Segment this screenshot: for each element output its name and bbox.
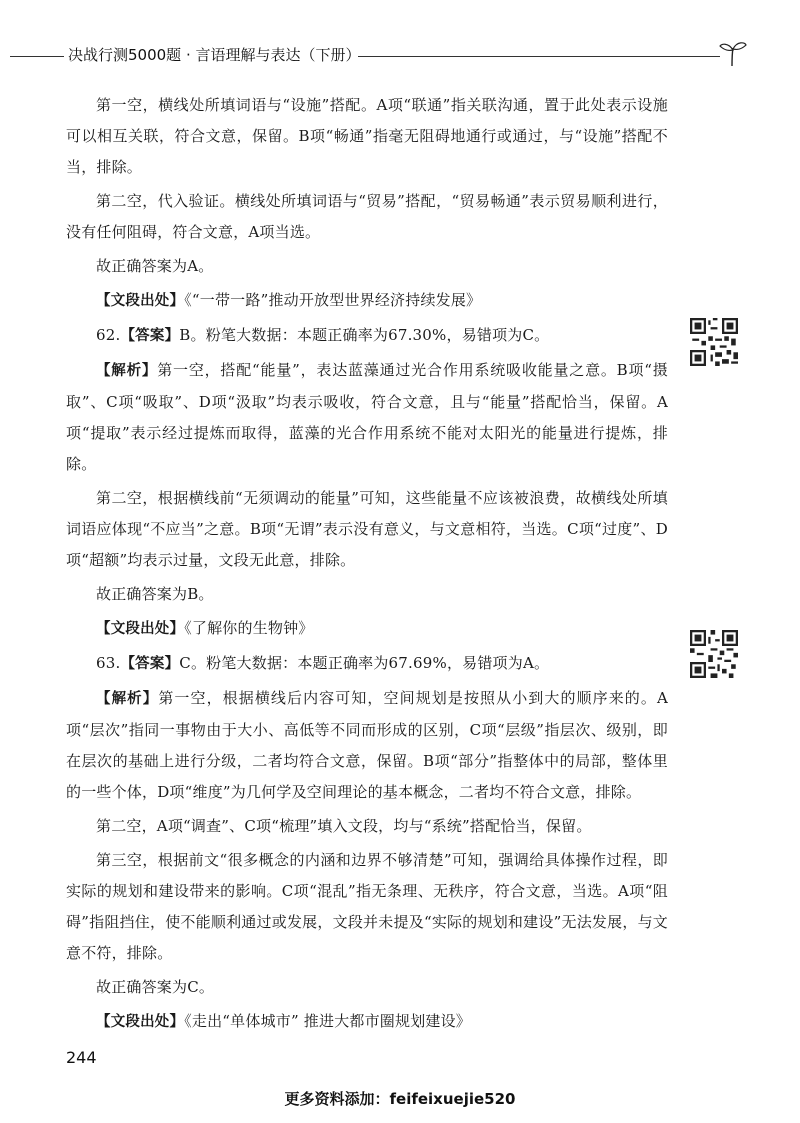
sprout-icon: [718, 40, 748, 68]
analysis-paragraph: 【解析】第一空，根据横线后内容可知，空间规划是按照从小到大的顺序来的。A项“层次”指同一事物由于大小、高低等不同而形成的区别，C项“层级”指层次、级别，即在层次的基础上进行分级，二者均符合文意，保留。B项“部分”指整体中的局部，整体里的一些个体，D项“维度”为几何学及空间理论的基本概念，二者均不符合文意，排除。: [66, 689, 668, 801]
analysis-paragraph: 第二空，根据横线前“无须调动的能量”可知，这些能量不应该被浪费，故横线处所填词语应体现“不应当”之意。B项“无谓”表示没有意义，与文意相符，当选。C项“过度”、D项“超额”均表示过量，文段无此意，排除。: [66, 489, 668, 569]
header-title: 决战行测5000题 · 言语理解与表达（下册）: [68, 46, 361, 64]
answer-conclusion: 故正确答案为A。: [96, 257, 214, 275]
analysis-paragraph: 第一空，横线处所填词语与“设施”搭配。A项“联通”指关联沟通，置于此处表示设施可以相互关联，符合文意，保留。B项“畅通”指毫无阻碍地通行或通过，与“设施”搭配不当，排除。: [66, 96, 668, 176]
source-line: 【文段出处】《了解你的生物钟》: [96, 619, 314, 637]
analysis-paragraph: 第三空，根据前文“很多概念的内涵和边界不够清楚”可知，强调给具体操作过程，即实际的规划和建设带来的影响。C项“混乱”指无条理、无秩序，符合文意，当选。A项“阻碍”指阻挡住，使不能顺利通过或发展，文段并未提及“实际的规划和建设”无法发展，与文意不符，排除。: [66, 851, 668, 962]
analysis-paragraph: 第二空，A项“调查”、C项“梳理”填入文段，均与“系统”搭配恰当，保留。: [96, 817, 592, 835]
answer-line-62: 62.【答案】B。粉笔大数据：本题正确率为67.30%，易错项为C。: [96, 326, 550, 344]
answer-conclusion: 故正确答案为B。: [96, 585, 214, 603]
answer-line-63: 63.【答案】C。粉笔大数据：本题正确率为67.69%，易错项为A。: [96, 654, 550, 672]
header-rule-right: [358, 56, 720, 57]
qr-code-icon[interactable]: [690, 318, 738, 366]
answer-conclusion: 故正确答案为C。: [96, 978, 215, 996]
page-number: 244: [66, 1048, 97, 1067]
header-rule-left: [10, 56, 64, 57]
source-line: 【文段出处】《“一带一路”推动开放型世界经济持续发展》: [96, 291, 482, 309]
running-header: [0, 40, 800, 70]
page-body: [66, 90, 668, 1041]
source-line: 【文段出处】《走出“单体城市” 推进大都市圈规划建设》: [96, 1012, 472, 1030]
analysis-paragraph: 第二空，代入验证。横线处所填词语与“贸易”搭配，“贸易畅通”表示贸易顺利进行，没有任何阻碍，符合文意，A项当选。: [66, 192, 668, 241]
analysis-paragraph: 【解析】第一空，搭配“能量”，表达蓝藻通过光合作用系统吸收能量之意。B项“摄取”、C项“吸取”、D项“汲取”均表示吸收，符合文意，且与“能量”搭配恰当，保留。A项“提取”表示经过提炼而取得，蓝藻的光合作用系统不能对太阳光的能量进行提炼，排除。: [66, 361, 668, 473]
qr-code-icon[interactable]: [690, 630, 738, 678]
footer-watermark: 更多资料添加：feifeixuejie520: [284, 1090, 516, 1108]
